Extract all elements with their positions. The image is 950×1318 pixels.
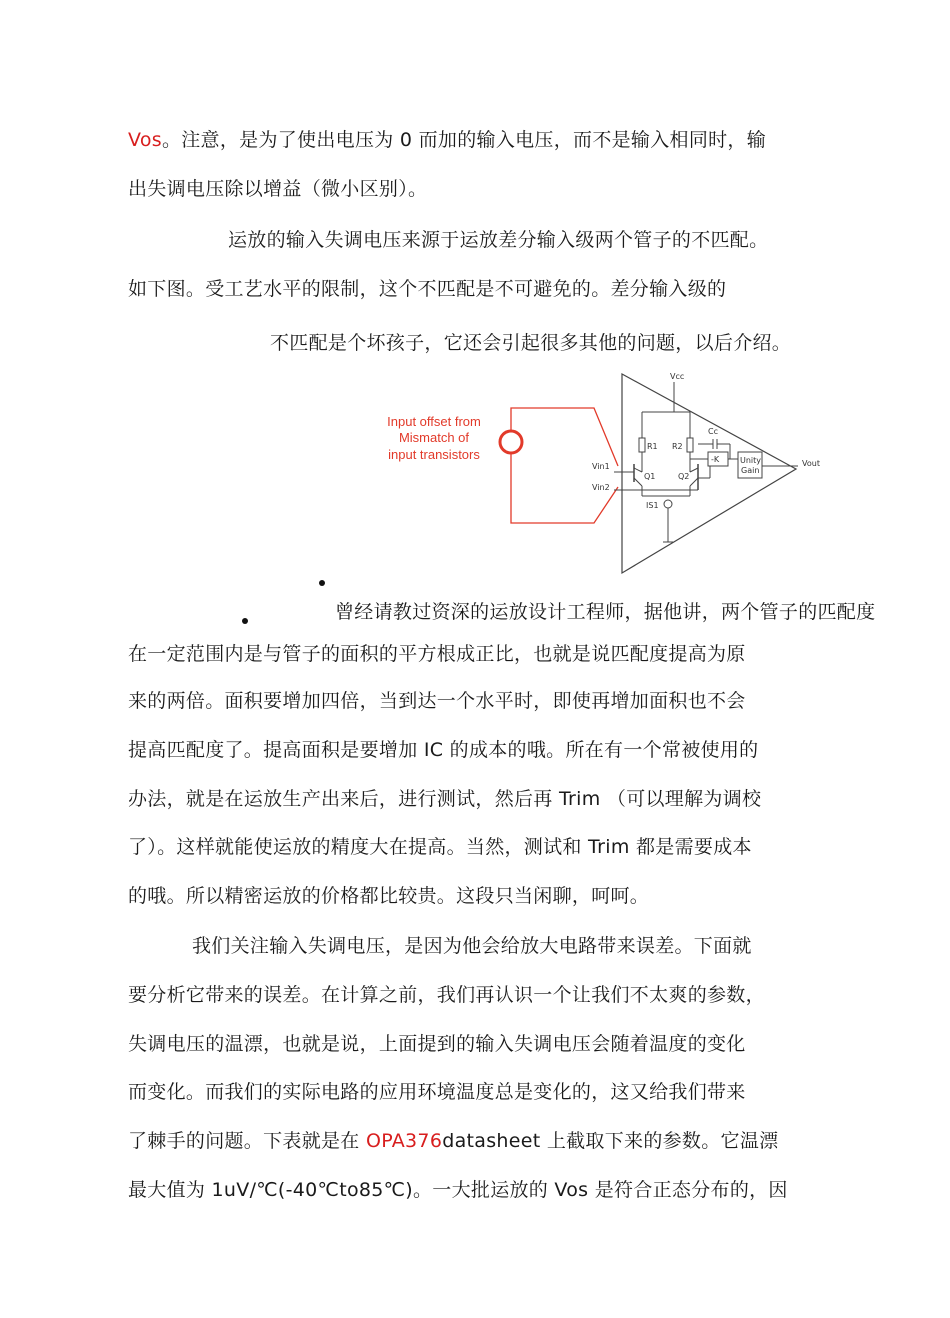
text-line: 在一定范围内是与管子的面积的平方根成正比，也就是说匹配度提高为原 bbox=[128, 643, 746, 665]
text-line: 出失调电压除以增益（微小区别）。 bbox=[128, 178, 428, 200]
resistor-r1 bbox=[639, 438, 645, 452]
wire bbox=[690, 478, 698, 486]
vout-label: Vout bbox=[802, 459, 820, 468]
text-line: 而变化。而我们的实际电路的应用环境温度总是变化的，这又给我们带来 bbox=[128, 1081, 746, 1103]
unity-label: Unity bbox=[740, 456, 762, 465]
resistor-r2 bbox=[687, 438, 693, 452]
is1-label: IS1 bbox=[646, 501, 659, 510]
text-segment: 了棘手的问题。下表就是在 bbox=[128, 1130, 366, 1152]
text-line: 曾经请教过资深的运放设计工程师，据他讲，两个管子的匹配度 bbox=[335, 601, 876, 623]
r2-label: R2 bbox=[672, 442, 683, 451]
opa376-term: OPA376 bbox=[365, 1130, 443, 1152]
offset-loop-wire bbox=[511, 408, 618, 466]
text-line: 我们关注输入失调电压，是因为他会给放大电路带来误差。下面就 bbox=[192, 935, 752, 957]
wire bbox=[634, 468, 642, 472]
bullet-dot bbox=[242, 618, 248, 624]
text-line: 办法，就是在运放生产出来后，进行测试，然后再 Trim （可以理解为调校 bbox=[128, 788, 762, 810]
text-line: 如下图。受工艺水平的限制，这个不匹配是不可避免的。差分输入级的 bbox=[128, 278, 727, 300]
gain-label: Gain bbox=[741, 466, 760, 475]
text-segment: 。注意，是为了使出电压为 0 而加的输入电压，而不是输入相同时，输 bbox=[161, 129, 767, 151]
cc-label: Cc bbox=[708, 427, 718, 436]
k-label: -K bbox=[711, 455, 720, 464]
wire bbox=[690, 468, 698, 472]
text-line: 了）。这样就能使运放的精度大在提高。当然，测试和 Trim 都是需要成本 bbox=[128, 836, 752, 858]
callout-line: Input offset from bbox=[387, 414, 481, 429]
callout-line: Mismatch of bbox=[398, 430, 470, 445]
q2-label: Q2 bbox=[678, 472, 690, 481]
text-line: 运放的输入失调电压来源于运放差分输入级两个管子的不匹配。 bbox=[228, 229, 769, 251]
text-line: 不匹配是个坏孩子，它还会引起很多其他的问题，以后介绍。 bbox=[270, 332, 792, 354]
text-line: 失调电压的温漂，也就是说，上面提到的输入失调电压会随着温度的变化 bbox=[128, 1033, 746, 1055]
offset-source-symbol bbox=[500, 431, 522, 453]
vcc-label: Vcc bbox=[670, 372, 685, 381]
text-line: 最大值为 1uV/℃(-40℃to85℃)。一大批运放的 Vos 是符合正态分布的，因 bbox=[128, 1179, 788, 1201]
text-line bbox=[128, 1129, 778, 1153]
wire bbox=[634, 478, 642, 486]
vin2-label: Vin2 bbox=[592, 483, 610, 492]
op-amp-mismatch-diagram bbox=[378, 366, 830, 578]
r1-label: R1 bbox=[647, 442, 658, 451]
text-segment: datasheet 上截取下来的参数。它温漂 bbox=[442, 1130, 779, 1152]
text-line bbox=[128, 128, 766, 152]
text-line: 提高匹配度了。提高面积是要增加 IC 的成本的哦。所在有一个常被使用的 bbox=[128, 739, 759, 761]
callout-line: input transistors bbox=[388, 447, 480, 462]
text-line: 的哦。所以精密运放的价格都比较贵。这段只当闲聊，呵呵。 bbox=[128, 885, 650, 907]
text-line: 来的两倍。面积要增加四倍，当到达一个水平时，即使再增加面积也不会 bbox=[128, 690, 746, 712]
vin1-label: Vin1 bbox=[592, 462, 610, 471]
vos-term: Vos bbox=[128, 129, 162, 151]
text-line: 要分析它带来的误差。在计算之前，我们再认识一个让我们不太爽的参数， bbox=[128, 984, 765, 1006]
q1-label: Q1 bbox=[644, 472, 656, 481]
bullet-dot bbox=[319, 580, 325, 586]
current-source bbox=[664, 500, 672, 508]
